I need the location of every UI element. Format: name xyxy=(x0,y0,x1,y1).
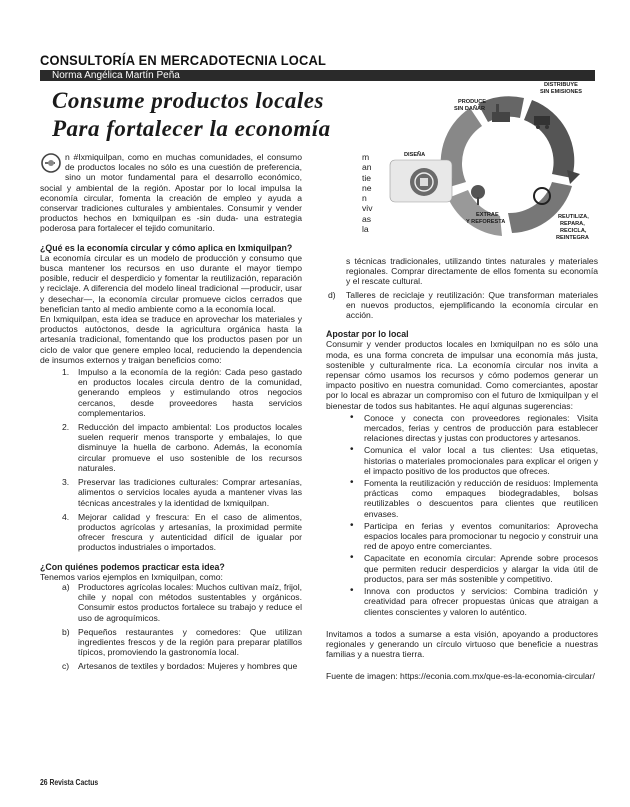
list-item: • Conoce y conecta con proveedores regionales: Visita mercados, ferias y centros de producción para establecer relaciones directas y justas con productores y artesanos. xyxy=(350,411,598,444)
list-item: 4. Mejorar calidad y frescura: En el caso de alimentos, productos agrícolas y artesanías, la proximidad permite ofrecer frescura y autenticidad difícil de igualar por productos industriales o importados. xyxy=(62,511,302,553)
label-distribuye: DISTRIBUYE SIN EMISIONES xyxy=(540,82,582,95)
wrapped-text-fragments xyxy=(362,152,372,234)
right-column xyxy=(326,256,598,682)
list-item: 3. Preservar las tradiciones culturales: Comprar artesanías, alimentos o servicios locales ayuda a mantener vivas las técnicas ancestrales y la identidad de Ixmiquilpan. xyxy=(62,477,302,508)
list-item: b) Pequeños restaurantes y comedores: Que utilizan ingredientes frescos y de la región para preparar platillos típicos, promoviendo la gastronomía local. xyxy=(62,626,302,658)
label-extrae: EXTRAE Y REFORESTA xyxy=(466,212,506,225)
list-item: c) Artesanos de textiles y bordados: Mujeres y hombres que xyxy=(62,661,298,672)
fragment: ne xyxy=(362,182,372,193)
fragment: as xyxy=(362,213,372,224)
image-source: Fuente de imagen: https://econia.com.mx/que-es-la-economia-circular/ xyxy=(326,671,595,682)
ring-center xyxy=(490,148,530,188)
examples-list xyxy=(40,582,302,672)
left-column xyxy=(40,152,302,676)
fragment: n xyxy=(362,193,367,204)
circular-economy-diagram xyxy=(382,78,602,253)
section-title-apostar: Apostar por lo local xyxy=(326,329,409,340)
fragment: an xyxy=(362,162,372,173)
label-disena: DISEÑA xyxy=(404,152,426,158)
benefits-list xyxy=(40,367,302,552)
page-footer: 26 Revista Cactus xyxy=(40,778,99,787)
author-name: Norma Angélica Martín Peña xyxy=(52,70,180,81)
list-item: • Capacitate en economía circular: Aprende sobre procesos que permiten reducir desperdicios y alargar la vida útil de productos, para ser más sostenible y competitivo. xyxy=(350,552,598,584)
paragraph: En Ixmiquilpan, esta idea se traduce en aprovechar los materiales y productos autóctonos, desde la agricultura orgánica hasta la artesanía tradicional, fomentando que los productos pasen por un ciclo de valor que genere empleo local, reduciendo la dependencia de insumos externos y traigan beneficios como: xyxy=(40,314,302,365)
list-item: • Innova con productos y servicios: Combina tradición y creatividad para ofrecer propuestas únicas que atraigan a clientes conscientes y valoren lo auténtico. xyxy=(350,585,598,617)
fragment: viv xyxy=(362,203,373,214)
fragment: m xyxy=(362,152,370,162)
paragraph: La economía circular es un modelo de producción y consumo que busca mantener los recursos en uso durante el mayor tiempo posible, reducir el desperdicio y fomentar la reutilización, reparación y reciclaje. A diferencia del modelo lineal tradicional —producir, usar y desechar—, la economía circular promueve ciclos cerrados que benefician tanto al medio ambiente como a la economía local. xyxy=(40,252,302,314)
section-title-economia-circular: ¿Qué es la economía circular y cómo aplica en Ixmiquilpan? xyxy=(40,242,293,253)
section-title: CONSULTORÍA EN MERCADOTECNIA LOCAL xyxy=(40,52,327,68)
headline-line-1: Consume productos locales xyxy=(52,88,324,113)
headline-line-2: Para fortalecer la economía xyxy=(52,116,331,141)
list-item: a) Productores agrícolas locales: Muchos cultivan maíz, frijol, chile y nopal con métodos sustentables y orgánicos. Consumir estos productos fortalece su trabajo y reduce el uso de agroquímicos. xyxy=(62,581,302,623)
paragraph-continued: s técnicas tradicionales, utilizando tintes naturales y materiales regionales. Comprar directamente de ellos fomenta su economía y el rescate cultural. xyxy=(346,256,598,287)
fragment: tie xyxy=(362,172,372,183)
list-item: d) Talleres de reciclaje y reutilización: Que transforman materiales en nuevos productos, ejemplificando la economía circular en acción. xyxy=(328,289,598,321)
label-reutiliza: REUTILIZA, REPARA, RECICLA, REINTEGRA xyxy=(556,214,589,241)
closing-paragraph: Invitamos a todos a sumarse a esta visión, apoyando a productores regionales y generando un círculo virtuoso que beneficie a nuestras familias y a nuestra tierra. xyxy=(326,628,598,660)
list-item: 2. Reducción del impacto ambiental: Los productos locales suelen requerir menos transporte y embalajes, lo que disminuye la huella de carbono. Además, la economía circular promueve el uso sostenible de los recursos naturales. xyxy=(62,422,302,473)
intro-text: n #Ixmiquilpan, como en muchas comunidades, el consumo de productos locales no sólo es una cuestión de preferencia, sino un motor fundamental para el desarrollo económico, social y ambiental de la región. Apostar por lo local impulsa la economía circular, fomenta la creación de empleo y ayuda a conservar tradiciones culturales y ambientales. Consumir y vender productos hechos en Ixmiquilpan es -sin duda- una estrategia poderosa para fortalecer el tejido comunitario. xyxy=(40,152,302,234)
list-item: • Participa en ferias y eventos comunitarios: Aprovecha espacios locales para promocionar tu negocio y construir una red de apoyo entre comerciantes. xyxy=(350,519,598,552)
paragraph: Consumir y vender productos locales en Ixmiquilpan no es sólo una moda, es una forma concreta de impulsar una economía más justa, sostenible y culturalmente rica. La economía circular nos invita a repensar cómo usamos los recursos y cómo podemos generar un impacto positivo en nuestra comunidad. Como comerciantes, apostar por lo local es abrazar un compromiso con el futuro de Ixmiquilpan y el bienestar de todos sus habitantes. He aquí algunas sugerencias: xyxy=(326,339,598,411)
design-box xyxy=(390,160,460,202)
paragraph: Tenemos varios ejemplos en Ixmiquilpan, como: xyxy=(40,571,223,582)
fragment: la xyxy=(362,224,369,235)
tips-list xyxy=(326,413,598,617)
intro-paragraph xyxy=(40,152,302,234)
list-item: 1. Impulso a la economía de la región: Cada peso gastado en productos locales circula dentro de la comunidad, generando empleos y estimulando otros negocios cercanos, desde proveedores hasta servicios complementarios. xyxy=(62,367,302,418)
section-title-con-quienes: ¿Con quiénes podemos practicar esta idea? xyxy=(40,561,225,572)
list-item: • Fomenta la reutilización y reducción de residuos: Implementa prácticas como empaques biodegradables, bolsas reutilizables o descuentos para clientes que reutilicen envases. xyxy=(350,477,598,519)
label-produce: PRODUCE SIN DAÑAR xyxy=(454,99,486,112)
examples-list-cont xyxy=(326,290,598,321)
list-item: • Comunica el valor local a tus clientes: Usa etiquetas, historias o materiales promocionales para explicar el origen y el impacto positivo de los productos que ofreces. xyxy=(350,444,598,476)
dropcap-e-icon xyxy=(40,152,62,174)
